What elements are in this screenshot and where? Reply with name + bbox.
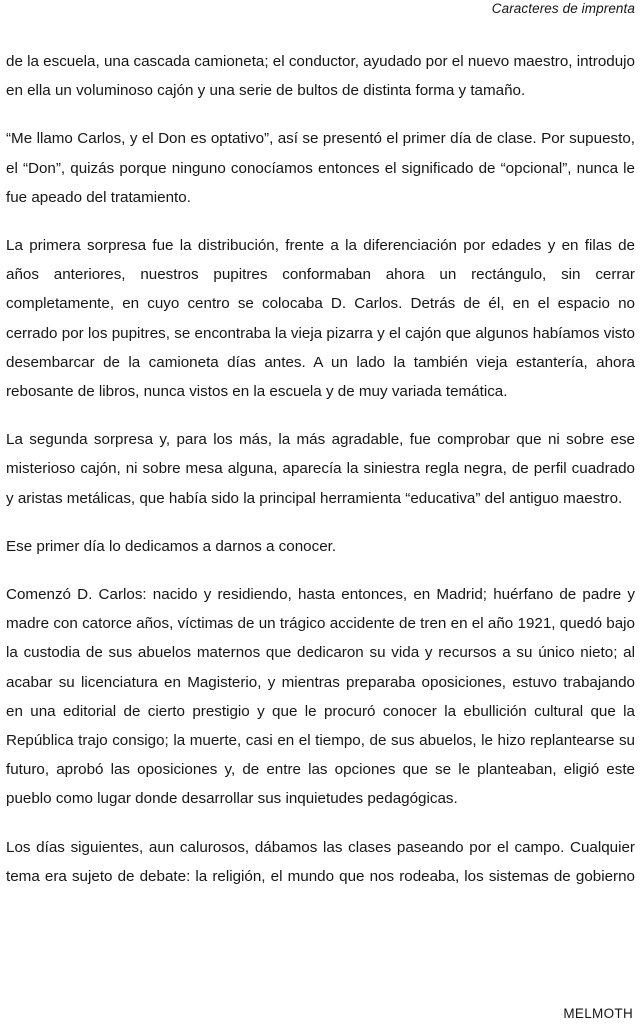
paragraph-5: Ese primer día lo dedicamos a darnos a conocer.	[6, 537, 337, 555]
running-header: Caracteres de imprenta	[491, 1, 635, 16]
body-text	[6, 47, 635, 910]
paragraph-4: La segunda sorpresa y, para los más, la más agradable, fue comprobar que ni sobre ese misterioso cajón, ni sobre mesa alguna, aparecía la siniestra regla negra, de perfil cuadrado y aristas metálicas, que había sido la principal herramienta “educativa” del antiguo maestro.	[6, 431, 635, 507]
paragraph-7: Los días siguientes, aun calurosos, dábamos las clases paseando por el campo. Cualquier tema era sujeto de debate: la religión, el mundo que nos rodeaba, los sistemas de gobierno	[6, 838, 635, 885]
paragraph-2: “Me llamo Carlos, y el Don es optativo”, así se presentó el primer día de clase. Por supuesto, el “Don”, quizás porque ninguno conocíamos entonces el significado de “opcional”, nunca le fue apeado del tratamiento.	[6, 130, 635, 206]
paragraph-1: de la escuela, una cascada camioneta; el conductor, ayudado por el nuevo maestro, introdujo en ella un voluminoso cajón y una serie de bultos de distinta forma y tamaño.	[6, 53, 635, 100]
running-footer: MELMOTH	[563, 1006, 633, 1021]
paragraph-6: Comenzó D. Carlos: nacido y residiendo, hasta entonces, en Madrid; huérfano de padre y madre con catorce años, víctimas de un trágico accidente de tren en el año 1921, quedó bajo la custodia de sus abuelos maternos que dedicaron su vida y recursos a su único nieto; al acabar su licenciatura en Magisterio, y mientras preparaba oposiciones, estuvo trabajando en una editorial de cierto prestigio y que le procuró conocer la ebullición cultural que la República trajo consigo; la muerte, casi en el tiempo, de sus abuelos, le hizo replantearse su futuro, aprobó las oposiciones y, de entre las opciones que se le planteaban, eligió este pueblo como lugar donde desarrollar sus inquietudes pedagógicas.	[6, 586, 635, 808]
paragraph-3: La primera sorpresa fue la distribución, frente a la diferenciación por edades y en filas de años anteriores, nuestros pupitres conformaban ahora un rectángulo, sin cerrar completamente, en cuyo centro se colocaba D. Carlos. Detrás de él, en el espacio no cerrado por los pupitres, se encontraba la vieja pizarra y el cajón que algunos habíamos visto desembarcar de la camioneta días antes. A un lado la también vieja estantería, ahora rebosante de libros, nunca vistos en la escuela y de muy variada temática.	[6, 237, 635, 401]
